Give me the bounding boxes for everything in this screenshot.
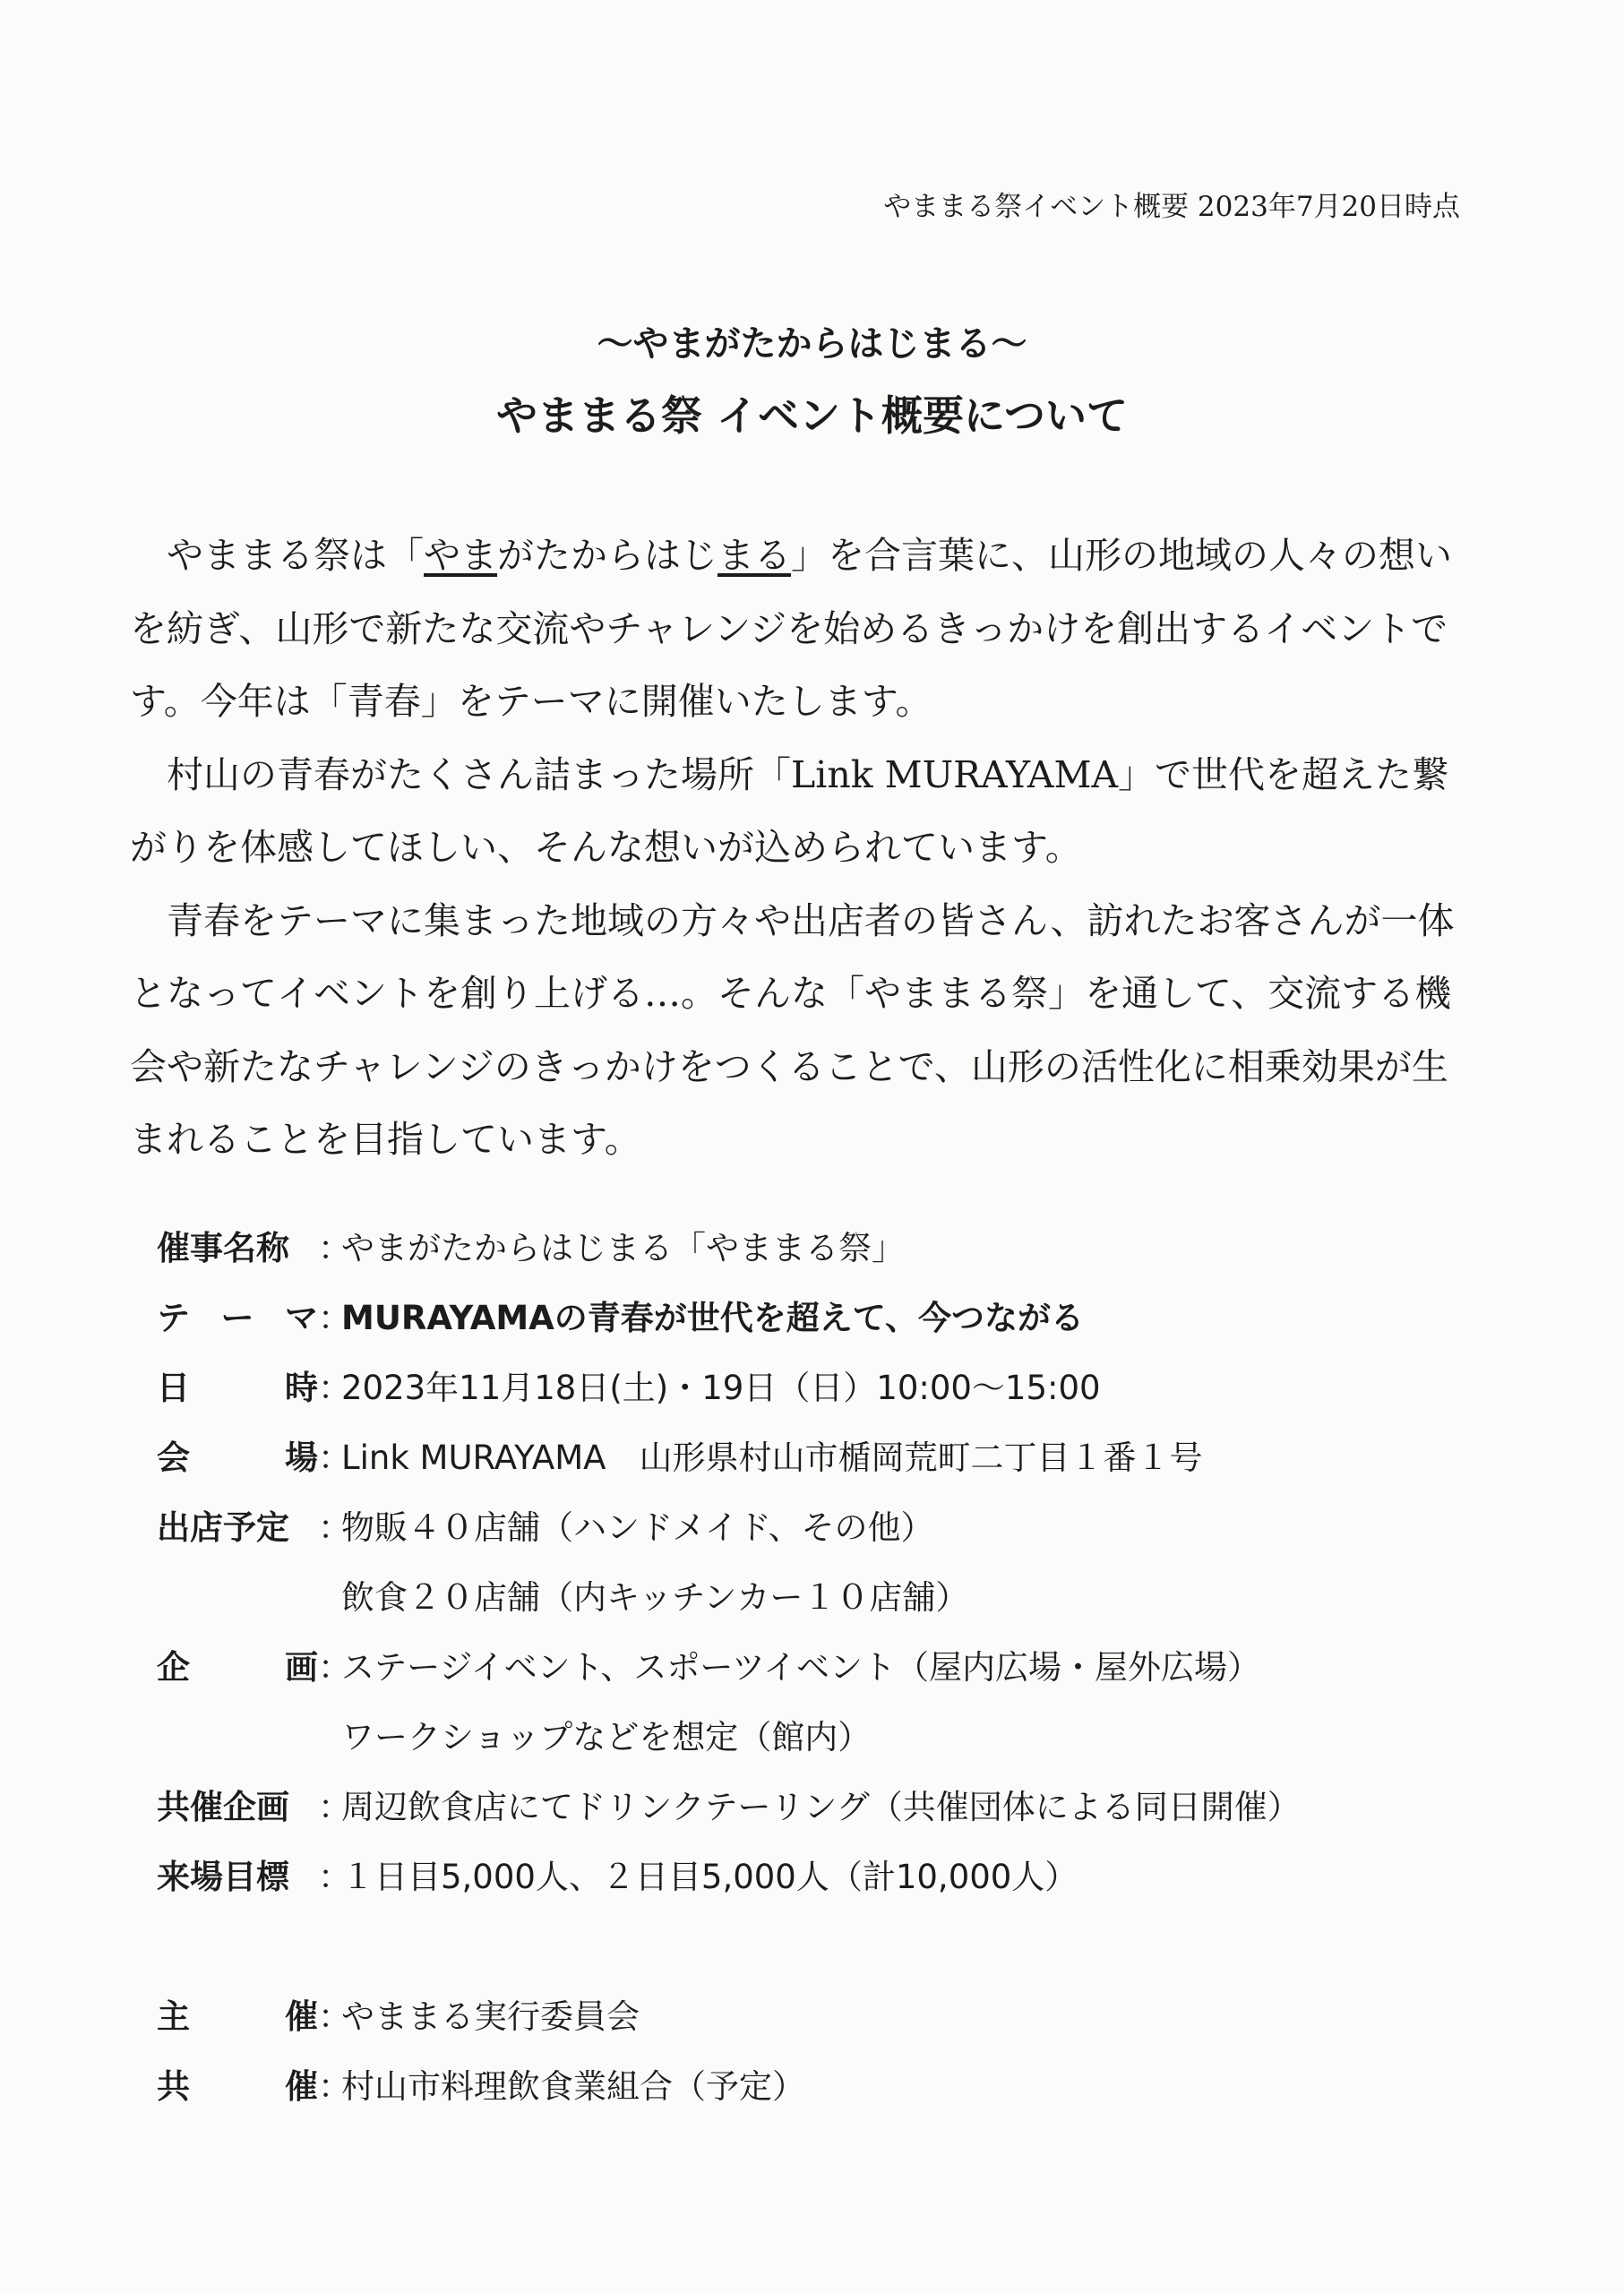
intro-p1-part-b: がたからはじ — [497, 534, 717, 577]
detail-label — [157, 2052, 318, 2122]
label-text: 共催企画 — [157, 1788, 289, 1826]
colon: ： — [318, 1997, 351, 2036]
detail-label — [157, 1633, 318, 1703]
intro-text — [130, 520, 1465, 1177]
label-text: 出店予定 — [157, 1508, 289, 1547]
colon: ： — [318, 1229, 351, 1267]
detail-value: 2023年11月18日(土)・19日（日）10:00～15:00 — [341, 1369, 1101, 1407]
detail-row-host — [157, 1982, 1301, 2052]
intro-paragraph-3: 青春をテーマに集まった地域の方々や出店者の皆さん、訪れたお客さんが一体となってイベントを創り上げる…。そんな「やままる祭」を通して、交流する機会や新たなチャレンジのきっかけをつくることで、山形の活性化に相乗効果が生まれることを目指しています。 — [130, 898, 1455, 1161]
detail-row-cohost — [157, 2052, 1301, 2122]
dateline: やままる祭イベント概要 2023年7月20日時点 — [883, 191, 1460, 223]
label-char: テ — [157, 1299, 190, 1337]
detail-value: ワークショップなどを想定（館内） — [341, 1718, 872, 1756]
intro-paragraph-2: 村山の青春がたくさん詰まった場所「Link MURAYAMA」で世代を超えた繋がりを体感してほしい、そんな想いが込められています。 — [130, 752, 1449, 869]
label-char: 企 — [157, 1648, 190, 1687]
detail-row-theme — [157, 1284, 1301, 1353]
colon: ： — [318, 2067, 351, 2106]
detail-row-shops-cont — [157, 1563, 1301, 1633]
detail-label — [157, 1493, 318, 1563]
detail-row-target — [157, 1842, 1301, 1912]
label-text: 催事名称 — [157, 1229, 289, 1267]
intro-paragraph-1 — [130, 520, 1465, 739]
detail-label-empty — [157, 1563, 318, 1633]
colon: ： — [318, 1438, 351, 1477]
colon: ： — [318, 1858, 351, 1896]
detail-row-name — [157, 1214, 1301, 1284]
detail-value: ステージイベント、スポーツイベント（屋内広場・屋外広場） — [341, 1648, 1261, 1687]
label-char: 催 — [285, 2067, 318, 2106]
detail-row-plan-cont — [157, 1703, 1301, 1773]
colon-empty — [318, 1563, 338, 1633]
detail-value: やまがたからはじまる「やままる祭」 — [341, 1229, 905, 1267]
colon: ： — [318, 1508, 351, 1547]
detail-row-date — [157, 1353, 1301, 1423]
label-char: マ — [285, 1299, 318, 1337]
event-details — [157, 1214, 1301, 2122]
label-char: 日 — [157, 1369, 190, 1407]
detail-row-joint — [157, 1773, 1301, 1842]
detail-row-venue — [157, 1423, 1301, 1493]
detail-label — [157, 1423, 318, 1493]
label-char: 場 — [285, 1438, 318, 1477]
detail-row-shops — [157, 1493, 1301, 1563]
detail-label-empty — [157, 1703, 318, 1773]
label-char: 催 — [285, 1997, 318, 2036]
label-text: 来場目標 — [157, 1858, 289, 1896]
intro-p1-underline-2: まる — [717, 534, 791, 577]
label-char: 主 — [157, 1997, 190, 2036]
label-char: ー — [220, 1299, 254, 1337]
detail-label — [157, 1773, 318, 1842]
subtitle: ～やまがたからはじまる～ — [597, 323, 1027, 365]
label-char: 時 — [285, 1369, 318, 1407]
detail-row-plan — [157, 1633, 1301, 1703]
detail-label — [157, 1214, 318, 1284]
label-char: 会 — [157, 1438, 190, 1477]
colon: ： — [318, 1788, 351, 1826]
detail-value: やままる実行委員会 — [341, 1997, 640, 2036]
detail-value: 飲食２０店舗（内キッチンカー１０店舗） — [341, 1578, 969, 1617]
colon: ： — [318, 1299, 351, 1337]
label-char: 画 — [285, 1648, 318, 1687]
detail-label — [157, 1842, 318, 1912]
intro-p1-part-a: やままる祭は「 — [167, 534, 424, 577]
detail-value: １日目5,000人、２日目5,000人（計10,000人） — [341, 1858, 1078, 1896]
detail-value: MURAYAMAの青春が世代を超えて、今つながる — [341, 1299, 1085, 1337]
detail-value: 周辺飲食店にてドリンクテーリング（共催団体による同日開催） — [341, 1788, 1301, 1826]
detail-value: 物販４０店舗（ハンドメイド、その他） — [341, 1508, 934, 1547]
page-title: やままる祭 イベント概要について — [495, 391, 1129, 440]
detail-value: Link MURAYAMA 山形県村山市楯岡荒町二丁目１番１号 — [341, 1438, 1203, 1477]
colon-empty — [318, 1703, 338, 1773]
colon: ： — [318, 1369, 351, 1407]
colon: ： — [318, 1648, 351, 1687]
intro-p1-part-c: 」を合言葉に、山形の地域の人々の想いを紡ぎ、山形で新たな交流やチャレンジを始めるきっかけを創出するイベントです。今年は「青春」をテーマに開催いたします。 — [130, 534, 1452, 723]
detail-label — [157, 1284, 318, 1353]
label-char: 共 — [157, 2067, 190, 2106]
detail-label — [157, 1353, 318, 1423]
detail-value: 村山市料理飲食業組合（予定） — [341, 2067, 805, 2106]
detail-label — [157, 1982, 318, 2052]
intro-p1-underline-1: やま — [424, 534, 497, 577]
